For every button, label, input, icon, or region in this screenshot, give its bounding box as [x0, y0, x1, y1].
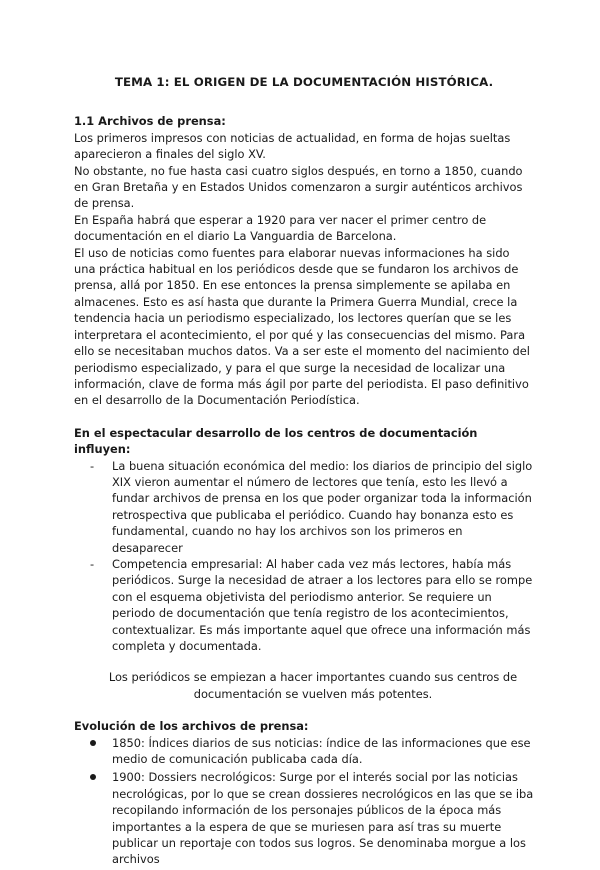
- centered-note: Los periódicos se empiezan a hacer importantes cuando sus centros de documentación se vuelven más potentes.: [108, 670, 518, 701]
- list-item: [90, 458, 534, 556]
- section-heading: 1.1 Archivos de prensa:: [74, 114, 226, 129]
- section-heading: En el espectacular desarrollo de los centros de documentación influyen:: [74, 425, 478, 457]
- section-influencias: [74, 425, 534, 703]
- document-page: [74, 74, 534, 870]
- paragraph: En España habrá que esperar a 1920 para ver nacer el primer centro de documentación en el diario La Vanguardia de Barcelona.: [74, 212, 487, 244]
- list-item-text: 1850: Índices diarios de sus noticias: índice de las informaciones que ese medio de comunicación publicaba cada día.: [112, 735, 531, 767]
- list-item-text: 1900: Dossiers necrológicos: Surge por el interés social por las noticias necrológicas, por lo que se crean dossieres necrológicos en las que se iba recopilando información de los personajes públicos de la época más importantes a la espera de que se muriesen para así tras su muerte publicar un reportaje con todos sus logros. Se denominaba morgue a los archivos: [112, 770, 534, 867]
- list-item: [112, 735, 534, 768]
- list-item: [112, 769, 534, 867]
- section-archivos-prensa: [74, 113, 534, 408]
- dash-bullet-icon: -: [90, 458, 95, 473]
- section-heading: Evolución de los archivos de prensa:: [74, 719, 309, 734]
- list-item: [90, 556, 534, 654]
- dot-bullet-icon: [90, 740, 96, 746]
- dot-bullet-icon: [90, 774, 96, 780]
- list-item-text: La buena situación económica del medio: los diarios de principio del siglo XIX vieron aumentar el número de lectores que tenía, esto les llevó a fundar archivos de prensa en los que poder organizar toda la información retrospectiva que publicaba el periódico. Cuando hay bonanza esto es fundamental, cuando no hay los archivos son los primeros en desaparecer: [112, 458, 533, 555]
- document-title: TEMA 1: EL ORIGEN DE LA DOCUMENTACIÓN HISTÓRICA.: [114, 75, 494, 89]
- dash-bullet-icon: -: [90, 556, 95, 571]
- list-item-text: Competencia empresarial: Al haber cada vez más lectores, había más periódicos. Surge la necesidad de atraer a los lectores para ello se rompe con el esquema objetivista del periodismo anterior. Se requiere un periodo de documentación que tenía registro de los acontecimientos, contextualizar. Es más importante aquel que ofrece una información más completa y documentada.: [112, 556, 533, 653]
- section-evolucion: [74, 718, 534, 868]
- paragraph: Los primeros impresos con noticias de actualidad, en forma de hojas sueltas aparecieron a finales del siglo XV.: [74, 130, 511, 162]
- paragraph: No obstante, no fue hasta casi cuatro siglos después, en torno a 1850, cuando en Gran Bretaña y en Estados Unidos comenzaron a surgir auténticos archivos de prensa.: [74, 163, 523, 211]
- paragraph: El uso de noticias como fuentes para elaborar nuevas informaciones ha sido una práctica habitual en los periódicos desde que se fundaron los archivos de prensa, allá por 1850. En ese entonces la prensa simplemente se apilaba en almacenes. Esto es así hasta que durante la Primera Guerra Mundial, crece la tendencia hacia un periodismo especializado, los lectores querían que se les interpretara el acontecimiento, el por qué y las consecuencias del mismo. Para ello se necesitaban muchos datos. Va a ser este el momento del nacimiento del periodismo especializado, y para el que surge la necesidad de localizar una información, clave de forma más ágil por parte del periodista. El paso definitivo en el desarrollo de la Documentación Periodística.: [74, 245, 530, 408]
- dash-list: [74, 458, 534, 655]
